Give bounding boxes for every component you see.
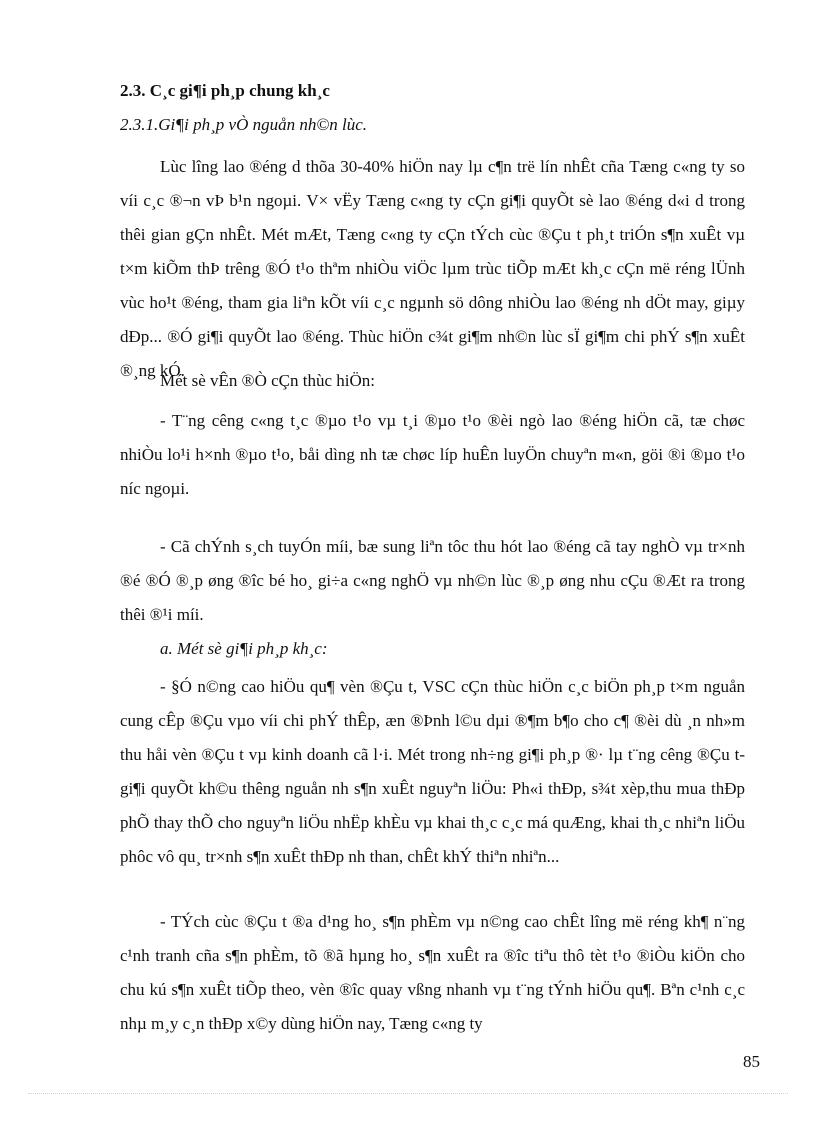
page-bottom-divider (28, 1093, 788, 1094)
bullet-investment-efficiency: - §Ó n©ng cao hiÖu qu¶ vèn ®Çu t, VSC cÇn thùc hiÖn c¸c biÖn ph¸p t×m nguån cung cÊp ®Çu vµo víi chi phÝ thÊp, æn ®Þnh l©u dµi ®¶m b¶o cho c¶ ®èi dù ¸n nh»m thu håi vèn ®Çu t vµ kinh doanh cã l·i. Mét trong nh÷ng gi¶i ph¸p ®· lµ t¨ng cêng ®Çu t gi¶i quyÕt kh©u thêng nguån nh s¶n xuÊt nguyªn liÖu: Ph«i thÐp, s¾t xèp,thu mua thÐp phÕ thay thÕ cho nguyªn liÖu nhËp khÈu vµ khai th¸c c¸c má quÆng, khai th¸c nhiªn liÖu phôc vô qu¸ tr×nh s¶n xuÊt thÐp nh than, chÊt khÝ thiªn nhiªn... (120, 677, 745, 866)
page-number: 85 (743, 1052, 760, 1071)
bullet-product-diversification: - TÝch cùc ®Çu t ®a d¹ng ho¸ s¶n phÈm vµ n©ng cao chÊt lîng më réng kh¶ n¨ng c¹nh tranh cña s¶n phÈm, tõ ®ã hµng ho¸ s¶n xuÊt ra ®îc tiªu thô tèt t¹o ®iÒu kiÖn cho chu kú s¶n xuÊt tiÕp theo, vèn ®îc quay vßng nhanh vµ t¨ng tÝnh hiÖu qu¶. Bªn c¹nh c¸c nhµ m¸y c¸n thÐp x©y dùng hiÖn nay, Tæng c«ng ty (120, 912, 745, 1033)
subsection-heading: 2.3.1.Gi¶i ph¸p vÒ nguån nh©n lùc. (120, 115, 368, 134)
bullet-recruitment: - Cã chÝnh s¸ch tuyÓn míi, bæ sung liªn tôc thu hót lao ®éng cã tay nghÒ vµ tr×nh ®é ®Ó ®¸p øng ®îc bé ho¸ gi÷a c«ng nghÖ vµ nh©n lùc ®¸p øng nhu cÇu ®Æt ra trong thêi ®¹i míi. (120, 537, 745, 624)
section-heading: 2.3. C¸c gi¶i ph¸p chung kh¸c (120, 81, 330, 100)
paragraph-issues-intro: Mét sè vÊn ®Ò cÇn thùc hiÖn: (160, 371, 375, 390)
subsection-other-solutions: a. Mét sè gi¶i ph¸p kh¸c: (160, 639, 328, 658)
bullet-training: - T¨ng cêng c«ng t¸c ®µo t¹o vµ t¸i ®µo t¹o ®èi ngò lao ®éng hiÖn cã, tæ chøc nhiÒu lo¹i h×nh ®µo t¹o, båi dìng nh tæ chøc líp huÊn luyÖn chuyªn m«n, göi ®i ®µo t¹o níc ngoµi. (120, 411, 745, 498)
paragraph-workforce: Lùc lîng lao ®éng d thõa 30-40% hiÖn nay lµ c¶n trë lín nhÊt cña Tæng c«ng ty so víi c¸c ®¬n vÞ b¹n ngoµi. V× vËy Tæng c«ng ty cÇn gi¶i quyÕt sè lao ®éng d«i d trong thêi gian gÇn nhÊt. Mét mÆt, Tæng c«ng ty cÇn tÝch cùc ®Çu t ph¸t triÓn s¶n xuÊt vµ t×m kiÕm thÞ trêng ®Ó t¹o thªm nhiÒu viÖc lµm trùc tiÕp mÆt kh¸c cÇn më réng lÜnh vùc ho¹t ®éng, tham gia liªn kÕt víi c¸c ngµnh sö dông nhiÒu lao ®éng nh dÖt may, giµy dÐp... ®Ó gi¶i quyÕt lao ®éng. Thùc hiÖn c¾t gi¶m nh©n lùc sÏ gi¶m chi phÝ s¶n xuÊt ®¸ng kÓ. (120, 157, 745, 380)
